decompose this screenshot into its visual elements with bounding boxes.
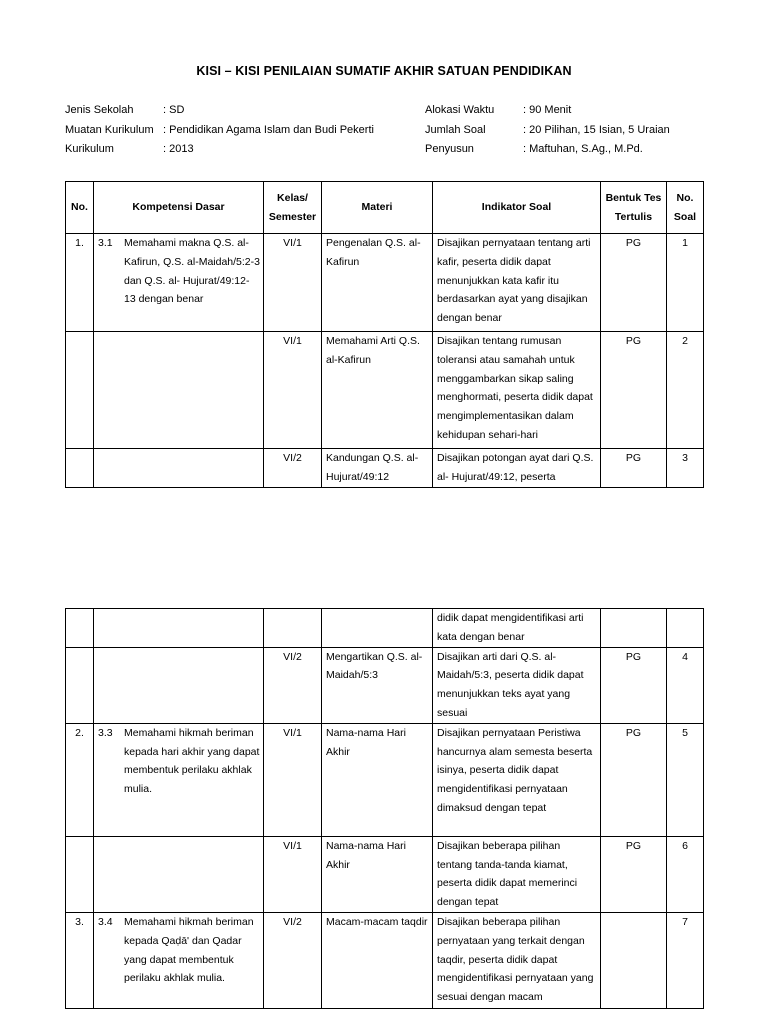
cell-indikator: Disajikan beberapa pilihan pernyataan yang terkait dengan taqdir, peserta didik dapat mengidentifikasi pernyataan yang sesuai dengan macam [433, 912, 601, 1008]
table-row [66, 647, 704, 723]
cell-no-soal: 3 [667, 449, 704, 488]
meta-value: : SD [163, 104, 185, 116]
header-kompetensi-dasar: Kompetensi Dasar [94, 182, 264, 234]
meta-label: Kurikulum [65, 143, 114, 155]
cell-materi: Nama-nama Hari Akhir [322, 836, 433, 912]
cell-kelas: VI/1 [264, 836, 322, 912]
cell-indikator: Disajikan potongan ayat dari Q.S. al- Hujurat/49:12, peserta [433, 449, 601, 488]
cell-kompetensi-dasar [94, 234, 264, 332]
cell-materi: Kandungan Q.S. al-Hujurat/49:12 [322, 449, 433, 488]
document-title: KISI – KISI PENILAIAN SUMATIF AKHIR SATUAN PENDIDIKAN [196, 64, 572, 78]
header-materi: Materi [322, 182, 433, 234]
cell-no-soal: 7 [667, 912, 704, 1008]
table-row [66, 723, 704, 836]
meta-value: : 2013 [163, 143, 194, 155]
cell-materi: Mengartikan Q.S. al-Maidah/5:3 [322, 647, 433, 723]
kd-text: Memahami hikmah beriman kepada Qaḍā' dan Qadar yang dapat membentuk perilaku akhlak mulia. [124, 915, 254, 985]
meta-row-alokasi-waktu [425, 101, 670, 121]
kd-number: 3.1 [98, 237, 113, 249]
cell-no [66, 332, 94, 449]
meta-value: : 90 Menit [523, 104, 572, 116]
cell-materi: Pengenalan Q.S. al-Kafirun [322, 234, 433, 332]
cell-kelas: VI/2 [264, 647, 322, 723]
cell-indikator: didik dapat mengidentifikasi arti kata dengan benar [433, 609, 601, 648]
meta-label: Alokasi Waktu [425, 104, 495, 116]
table-row [66, 836, 704, 912]
cell-indikator: Disajikan tentang rumusan toleransi atau samahah untuk menggambarkan sikap saling menghormati, peserta didik dapat mengimplementasikan dalam kehidupan sehari-hari [433, 332, 601, 449]
cell-materi: Memahami Arti Q.S. al-Kafirun [322, 332, 433, 449]
cell-bentuk [601, 609, 667, 648]
cell-kompetensi-dasar [94, 647, 264, 723]
meta-row-kurikulum [65, 140, 374, 160]
header-no-soal: No. Soal [667, 182, 704, 234]
cell-bentuk: PG [601, 723, 667, 836]
meta-right [425, 101, 670, 160]
cell-bentuk: PG [601, 647, 667, 723]
kd-number: 3.4 [98, 915, 113, 928]
meta-label: Jumlah Soal [425, 123, 486, 136]
cell-kelas: VI/2 [264, 912, 322, 1008]
cell-no: 1. [66, 234, 94, 332]
cell-kompetensi-dasar [94, 723, 264, 836]
meta-row-muatan-kurikulum [65, 121, 374, 141]
kd-number: 3.3 [98, 726, 113, 739]
cell-indikator: Disajikan pernyataan Peristiwa hancurnya alam semesta beserta isinya, peserta didik dapat mengidentifikasi pernyataan dimaksud dengan tepat [433, 723, 601, 836]
cell-no [66, 836, 94, 912]
kd-text: Memahami makna Q.S. al-Kafirun, Q.S. al-Maidah/5:2-3 dan Q.S. al- Hujurat/49:12-13 dengan benar [124, 237, 260, 306]
cell-kompetensi-dasar [94, 836, 264, 912]
cell-indikator: Disajikan beberapa pilihan tentang tanda-tanda kiamat, peserta didik dapat memerinci dengan tepat [433, 836, 601, 912]
meta-label: Jenis Sekolah [65, 104, 134, 116]
table-row [66, 332, 704, 449]
cell-bentuk: PG [601, 234, 667, 332]
meta-row-penyusun [425, 140, 670, 160]
cell-materi: Nama-nama Hari Akhir [322, 723, 433, 836]
cell-materi: Macam-macam taqdir [322, 912, 433, 1008]
table-row [66, 609, 704, 648]
cell-indikator: Disajikan pernyataan tentang arti kafir, peserta didik dapat menunjukkan kata kafir itu berdasarkan ayat yang disajikan dengan benar [433, 234, 601, 332]
cell-kelas: VI/2 [264, 449, 322, 488]
cell-indikator: Disajikan arti dari Q.S. al-Maidah/5:3, peserta didik dapat menunjukkan teks ayat yang sesuai [433, 647, 601, 723]
meta-value: : Maftuhan, S.Ag., M.Pd. [523, 143, 643, 155]
cell-materi [322, 609, 433, 648]
meta-left [65, 101, 374, 160]
header-indikator-soal: Indikator Soal [433, 182, 601, 234]
cell-kelas [264, 609, 322, 648]
cell-no-soal: 2 [667, 332, 704, 449]
header-kelas-semester: Kelas/ Semester [264, 182, 322, 234]
cell-kelas: VI/1 [264, 234, 322, 332]
table-row [66, 449, 704, 488]
cell-no-soal: 1 [667, 234, 704, 332]
cell-kelas: VI/1 [264, 332, 322, 449]
cell-kompetensi-dasar [94, 912, 264, 1008]
cell-kompetensi-dasar [94, 609, 264, 648]
cell-kompetensi-dasar [94, 449, 264, 488]
cell-no-soal: 6 [667, 836, 704, 912]
header-bentuk-tes: Bentuk Tes Tertulis [601, 182, 667, 234]
cell-no [66, 647, 94, 723]
meta-value: : 20 Pilihan, 15 Isian, 5 Uraian [523, 123, 670, 136]
cell-no-soal: 4 [667, 647, 704, 723]
meta-row-jumlah-soal [425, 121, 670, 141]
table-header-row [66, 182, 704, 234]
table-row [66, 234, 704, 332]
meta-value: : Pendidikan Agama Islam dan Budi Pekerti [163, 123, 374, 136]
cell-no-soal [667, 609, 704, 648]
cell-bentuk: PG [601, 836, 667, 912]
cell-bentuk [601, 912, 667, 1008]
cell-kelas: VI/1 [264, 723, 322, 836]
meta-label: Penyusun [425, 143, 474, 155]
table-row [66, 912, 704, 1008]
cell-no [66, 609, 94, 648]
cell-kompetensi-dasar [94, 332, 264, 449]
kisi-table-page-2 [65, 608, 704, 1009]
cell-no-soal: 5 [667, 723, 704, 836]
header-no: No. [66, 182, 94, 234]
kisi-table-page-1 [65, 181, 704, 488]
cell-bentuk: PG [601, 449, 667, 488]
kd-text: Memahami hikmah beriman kepada hari akhir yang dapat membentuk perilaku akhlak mulia. [124, 726, 260, 796]
cell-no [66, 449, 94, 488]
cell-no: 2. [66, 723, 94, 836]
cell-no: 3. [66, 912, 94, 1008]
meta-row-jenis-sekolah [65, 101, 374, 121]
meta-label: Muatan Kurikulum [65, 123, 154, 136]
cell-bentuk: PG [601, 332, 667, 449]
